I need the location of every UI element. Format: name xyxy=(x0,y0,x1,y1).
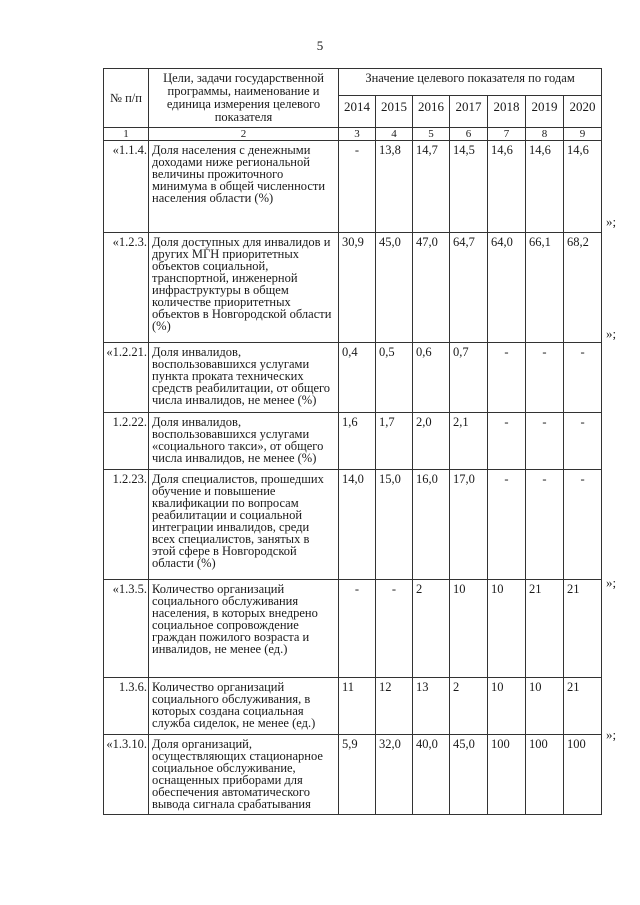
indicator-value: 64,7 xyxy=(450,233,488,343)
target-indicators-table xyxy=(103,68,602,815)
table-row xyxy=(104,413,602,470)
header-year: 2016 xyxy=(413,96,450,128)
header-year: 2015 xyxy=(376,96,413,128)
indicator-value: - xyxy=(526,343,564,413)
indicator-value: 0,4 xyxy=(339,343,376,413)
indicator-value: 14,5 xyxy=(450,141,488,233)
indicator-value: - xyxy=(488,470,526,580)
indicator-value: 68,2 xyxy=(564,233,602,343)
table-row xyxy=(104,233,602,343)
indicator-value: - xyxy=(564,470,602,580)
indicator-value: 14,0 xyxy=(339,470,376,580)
indicator-value: 100 xyxy=(564,735,602,815)
indicator-description: Доля населения с денежными доходами ниже региональной величины прожиточного минимума в общей численности населения области (%) xyxy=(149,141,339,233)
indicator-description: Доля организаций, осуществляющих стационарное социальное обслуживание, оснащенных приборами для обеспечения автоматического вывода сигнала срабатывания xyxy=(149,735,339,815)
indicator-description: Количество организаций социального обслуживания населения, в которых внедрено социальное сопровождение граждан пожилого возраста и инвалидов, не менее (ед.) xyxy=(149,580,339,678)
row-closing-quote: »; xyxy=(606,214,617,229)
indicator-value: 12 xyxy=(376,678,413,735)
row-closing-quote: »; xyxy=(606,326,617,341)
row-number: «1.3.10. xyxy=(104,735,149,815)
indicator-value: - xyxy=(376,580,413,678)
row-number: 1.2.22. xyxy=(104,413,149,470)
indicator-value: 13,8 xyxy=(376,141,413,233)
table-row xyxy=(104,343,602,413)
indicator-value: 10 xyxy=(526,678,564,735)
indicator-value: 11 xyxy=(339,678,376,735)
column-index: 9 xyxy=(564,128,602,141)
indicator-value: 21 xyxy=(564,678,602,735)
table-row xyxy=(104,470,602,580)
indicator-value: 17,0 xyxy=(450,470,488,580)
indicator-value: 2,1 xyxy=(450,413,488,470)
indicator-description: Количество организаций социального обслуживания, в которых создана социальная служба сиделок, не менее (ед.) xyxy=(149,678,339,735)
column-index: 5 xyxy=(413,128,450,141)
indicator-value: 21 xyxy=(526,580,564,678)
indicator-value: 1,6 xyxy=(339,413,376,470)
column-index: 4 xyxy=(376,128,413,141)
indicator-value: 66,1 xyxy=(526,233,564,343)
row-number: 1.3.6. xyxy=(104,678,149,735)
indicator-value: - xyxy=(339,141,376,233)
indicator-value: 30,9 xyxy=(339,233,376,343)
column-index: 6 xyxy=(450,128,488,141)
row-number: «1.2.21. xyxy=(104,343,149,413)
column-index: 2 xyxy=(149,128,339,141)
indicator-value: 10 xyxy=(488,580,526,678)
indicator-value: 10 xyxy=(450,580,488,678)
column-index: 7 xyxy=(488,128,526,141)
indicator-value: 21 xyxy=(564,580,602,678)
column-index: 3 xyxy=(339,128,376,141)
header-goal: Цели, задачи государственной программы, наименование и единица измерения целевого показателя xyxy=(149,69,339,128)
row-closing-quote: »; xyxy=(606,575,617,590)
indicator-value: 14,6 xyxy=(526,141,564,233)
indicator-value: 14,6 xyxy=(564,141,602,233)
indicator-value: 14,6 xyxy=(488,141,526,233)
indicator-value: 45,0 xyxy=(450,735,488,815)
header-num: № п/п xyxy=(104,69,149,128)
indicator-value: 2 xyxy=(450,678,488,735)
indicator-value: 40,0 xyxy=(413,735,450,815)
header-year: 2014 xyxy=(339,96,376,128)
indicator-value: 1,7 xyxy=(376,413,413,470)
table-row xyxy=(104,141,602,233)
indicator-value: - xyxy=(488,343,526,413)
indicator-value: 13 xyxy=(413,678,450,735)
indicator-value: 32,0 xyxy=(376,735,413,815)
indicator-value: - xyxy=(564,413,602,470)
row-number: 1.2.23. xyxy=(104,470,149,580)
indicator-value: 0,5 xyxy=(376,343,413,413)
row-closing-quote: »; xyxy=(606,727,617,742)
indicator-value: - xyxy=(526,413,564,470)
row-number: «1.1.4. xyxy=(104,141,149,233)
indicator-value: 100 xyxy=(488,735,526,815)
indicator-value: 15,0 xyxy=(376,470,413,580)
header-year: 2020 xyxy=(564,96,602,128)
header-year: 2019 xyxy=(526,96,564,128)
indicator-description: Доля специалистов, прошедших обучение и повышение квалификации по вопросам реабилитации и социальной интеграции инвалидов, среди всех специалистов, занятых в этой сфере в Новгородской области (%) xyxy=(149,470,339,580)
indicator-value: - xyxy=(526,470,564,580)
indicator-value: 47,0 xyxy=(413,233,450,343)
indicator-description: Доля инвалидов, воспользовавшихся услугами «социального такси», от общего числа инвалидов, не менее (%) xyxy=(149,413,339,470)
indicator-description: Доля доступных для инвалидов и других МГН приоритетных объектов социальной, транспортной, инженерной инфраструктуры в общем количестве приоритетных объектов в Новгородской области (%) xyxy=(149,233,339,343)
header-year: 2017 xyxy=(450,96,488,128)
row-number: «1.2.3. xyxy=(104,233,149,343)
indicator-value: 45,0 xyxy=(376,233,413,343)
indicator-value: - xyxy=(339,580,376,678)
indicator-value: 14,7 xyxy=(413,141,450,233)
page-number: 5 xyxy=(316,38,324,53)
header-year: 2018 xyxy=(488,96,526,128)
row-number: «1.3.5. xyxy=(104,580,149,678)
indicator-value: 64,0 xyxy=(488,233,526,343)
indicator-value: 5,9 xyxy=(339,735,376,815)
indicator-value: 0,6 xyxy=(413,343,450,413)
indicator-value: 2,0 xyxy=(413,413,450,470)
indicator-value: 0,7 xyxy=(450,343,488,413)
table-row xyxy=(104,735,602,815)
indicator-description: Доля инвалидов, воспользовавшихся услугами пункта проката технических средств реабилитации, от общего числа инвалидов, не менее (%) xyxy=(149,343,339,413)
table-row xyxy=(104,678,602,735)
column-index: 1 xyxy=(104,128,149,141)
indicator-value: 10 xyxy=(488,678,526,735)
indicator-value: 16,0 xyxy=(413,470,450,580)
column-index-row xyxy=(104,128,602,141)
column-index: 8 xyxy=(526,128,564,141)
indicator-value: 2 xyxy=(413,580,450,678)
header-row-top xyxy=(104,69,602,96)
header-value-group: Значение целевого показателя по годам xyxy=(339,69,602,96)
indicator-value: 100 xyxy=(526,735,564,815)
table-row xyxy=(104,580,602,678)
indicator-value: - xyxy=(488,413,526,470)
indicator-value: - xyxy=(564,343,602,413)
